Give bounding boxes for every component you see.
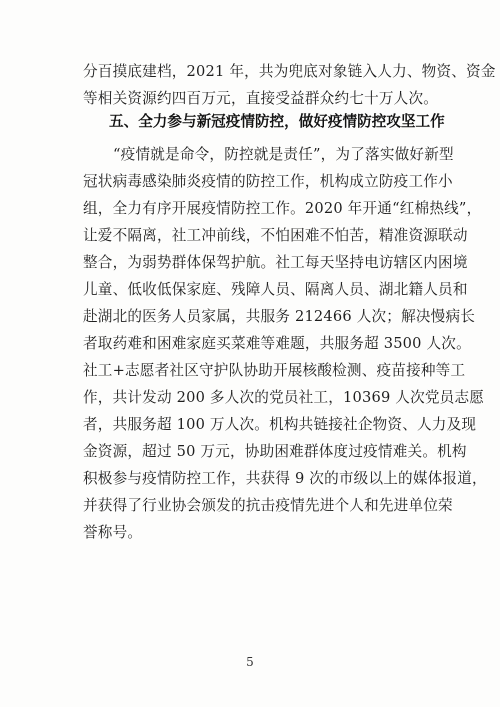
paragraph-line: 赴湖北的医务人员家属，共服务 212466 人次；解决慢病长 (83, 308, 476, 325)
paragraph-line: 者取药难和困难家庭买菜难等难题，共服务超 3500 人次。 (83, 335, 471, 352)
paragraph-line: 分百摸底建档，2021 年，共为兜底对象链入人力、物资、资金 (83, 63, 496, 80)
paragraph-line: 作，共计发动 200 多人次的党员社工，10369 人次党员志愿 (83, 389, 485, 406)
paragraph-line: 让爱不隔离，社工冲前线，不怕困难不怕苦，精准资源联动 (83, 227, 468, 244)
section-heading: 五、全力参与新冠疫情防控，做好疫情防控攻坚工作 (109, 113, 445, 130)
paragraph-line: 者，共服务超 100 万人次。机构共链接社企物资、人力及现 (83, 416, 477, 433)
paragraph-line: 冠状病毒感染肺炎疫情的防控工作，机构成立防疫工作小 (83, 173, 453, 190)
paragraph-line: 组，全力有序开展疫情防控工作。2020 年开通“红棉热线”， (83, 200, 482, 217)
paragraph-line: 誉称号。 (83, 524, 143, 541)
paragraph-line: 金资源，超过 50 万元，协助困难群体度过疫情难关。机构 (83, 443, 467, 460)
paragraph-line: 并获得了行业协会颁发的抗击疫情先进个人和先进单位荣 (83, 497, 453, 514)
paragraph-line: 积极参与疫情防控工作，共获得 9 次的市级以上的媒体报道， (83, 470, 487, 487)
paragraph-line: 等相关资源约四百万元，直接受益群众约七十万人次。 (83, 90, 439, 107)
paragraph-line: 儿童、低收低保家庭、残障人员、隔离人员、湖北籍人员和 (83, 281, 468, 298)
paragraph-line: 整合，为弱势群体保驾护航。社工每天坚持电访辖区内困境 (83, 254, 468, 271)
paragraph-line: 社工+志愿者社区守护队协助开展核酸检测、疫苗接种等工 (83, 362, 466, 379)
paragraph-line: “疫情就是命令，防控就是责任”，为了落实做好新型 (113, 146, 454, 163)
page-number: 5 (246, 655, 254, 669)
